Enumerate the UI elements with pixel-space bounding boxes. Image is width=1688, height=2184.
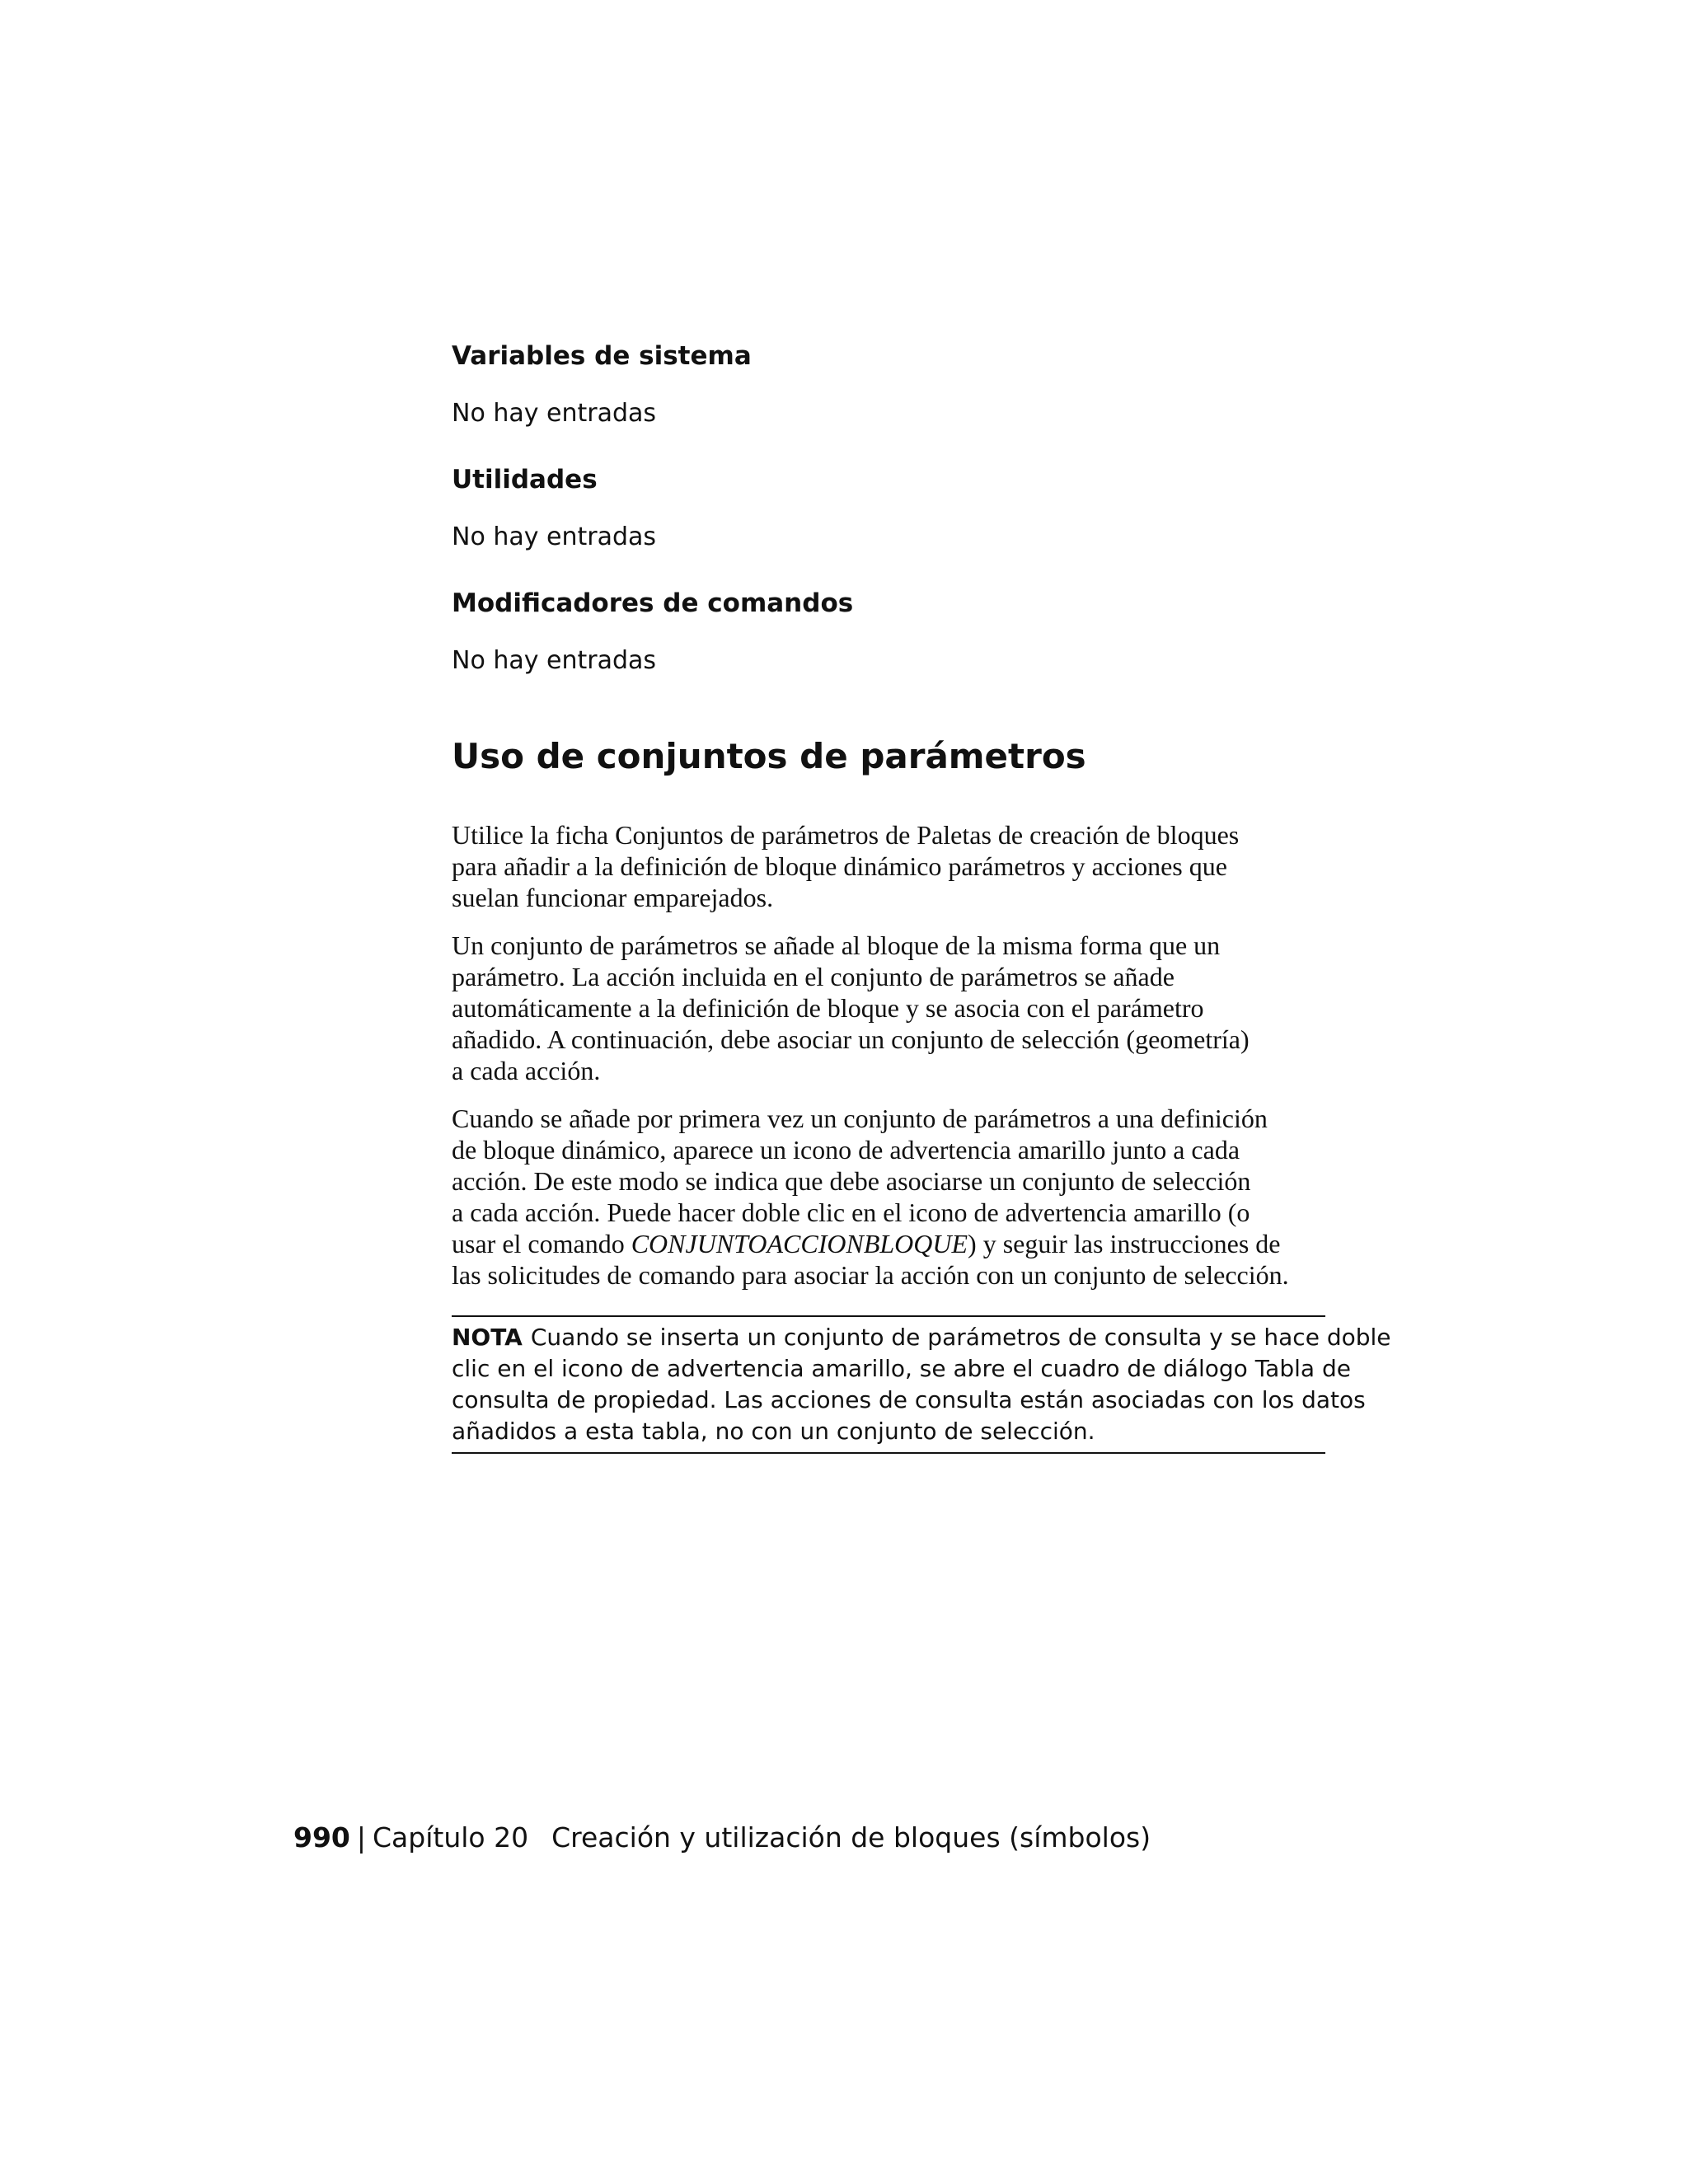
command-line-suffix: ) y seguir las instrucciones de <box>968 1229 1281 1258</box>
paragraph-line: a cada acción. Puede hacer doble clic en el icono de advertencia amarillo (o <box>452 1197 1250 1227</box>
paragraph-line: suelan funcionar emparejados. <box>452 883 774 912</box>
paragraph-line: parámetro. La acción incluida en el conjunto de parámetros se añade <box>452 962 1175 991</box>
note-line: Cuando se inserta un conjunto de parámetros de consulta y se hace doble <box>530 1324 1391 1351</box>
command-line-prefix: usar el comando <box>452 1229 631 1258</box>
paragraph-line: para añadir a la definición de bloque dinámico parámetros y acciones que <box>452 851 1227 881</box>
chapter-label: Capítulo 20 <box>373 1821 529 1854</box>
page-footer <box>293 1820 1151 1856</box>
paragraph-line: automáticamente a la definición de bloque y se asocia con el parámetro <box>452 993 1204 1023</box>
system-variables-entry: No hay entradas <box>452 399 657 428</box>
paragraph-1 <box>452 819 1325 913</box>
note-line: añadidos a esta tabla, no con un conjunto de selección. <box>452 1418 1095 1445</box>
utilities-heading: Utilidades <box>452 465 598 494</box>
paragraph-line: de bloque dinámico, aparece un icono de advertencia amarillo junto a cada <box>452 1135 1240 1165</box>
paragraph-line: las solicitudes de comando para asociar la acción con un conjunto de selección. <box>452 1260 1289 1290</box>
command-name: CONJUNTOACCIONBLOQUE <box>631 1229 968 1258</box>
footer-separator: | <box>356 1821 367 1854</box>
paragraph-line: Utilice la ficha Conjuntos de parámetros de Paletas de creación de bloques <box>452 820 1240 850</box>
paragraph-command-line <box>452 1228 1325 1259</box>
system-variables-heading: Variables de sistema <box>452 341 752 371</box>
note-box <box>452 1315 1391 1454</box>
command-modifiers-entry: No hay entradas <box>452 646 657 675</box>
paragraph-2 <box>452 930 1325 1086</box>
note-body <box>452 1322 1391 1447</box>
paragraph-line: añadido. A continuación, debe asociar un conjunto de selección (geometría) <box>452 1024 1250 1054</box>
note-line: consulta de propiedad. Las acciones de consulta están asociadas con los datos <box>452 1386 1366 1413</box>
section-title: Uso de conjuntos de parámetros <box>452 736 1086 776</box>
paragraph-line: a cada acción. <box>452 1056 601 1085</box>
command-modifiers-heading: Modificadores de comandos <box>452 588 854 618</box>
utilities-entry: No hay entradas <box>452 523 657 551</box>
paragraph-line: Un conjunto de parámetros se añade al bloque de la misma forma que un <box>452 930 1221 960</box>
paragraph-line: acción. De este modo se indica que debe asociarse un conjunto de selección <box>452 1166 1251 1196</box>
note-line: clic en el icono de advertencia amarillo, se abre el cuadro de diálogo Tabla de <box>452 1355 1351 1382</box>
note-first-line <box>452 1322 1391 1353</box>
page-number: 990 <box>293 1821 350 1854</box>
chapter-title: Creación y utilización de bloques (símbolos) <box>551 1821 1151 1854</box>
note-label: NOTA <box>452 1324 523 1351</box>
paragraph-line: Cuando se añade por primera vez un conjunto de parámetros a una definición <box>452 1104 1268 1133</box>
paragraph-3 <box>452 1103 1325 1291</box>
